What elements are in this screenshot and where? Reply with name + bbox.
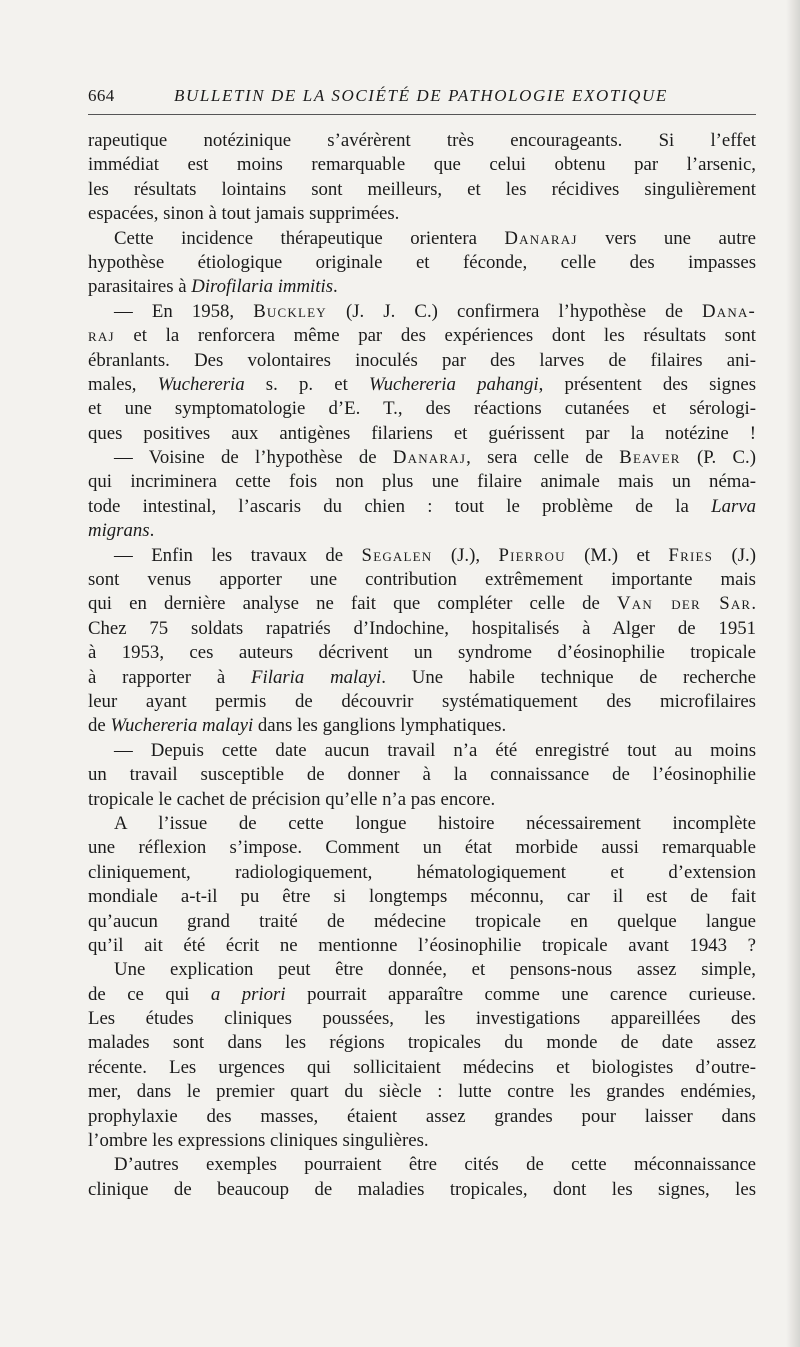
- text-line: et une symptomatologie d’E. T., des réactions cutanées et sérologi-: [88, 398, 756, 420]
- text-line: un travail susceptible de donner à la connaissance de l’éosinophilie: [88, 764, 756, 786]
- text-line: cliniquement, radiologiquement, hématologiquement et d’extension: [88, 861, 756, 883]
- text-line: sont venus apporter une contribution extrêmement importante mais: [88, 569, 756, 591]
- text-line: ébranlants. Des volontaires inoculés par des larves de filaires ani-: [88, 349, 756, 371]
- text-line: qu’il ait été écrit ne mentionne l’éosinophilie tropicale avant 1943 ?: [88, 934, 756, 956]
- text-line: tropicale le cachet de précision qu’elle n’a pas encore.: [88, 788, 496, 810]
- text-line: migrans.: [88, 520, 155, 542]
- text-line: qui en dernière analyse ne fait que compléter celle de Van der Sar.: [88, 593, 756, 615]
- text-line: de Wuchereria malayi dans les ganglions lymphatiques.: [88, 715, 507, 737]
- text-line: Les études cliniques poussées, les investigations appareillées des: [88, 1008, 756, 1030]
- text-line: hypothèse étiologique originale et féconde, celle des impasses: [88, 251, 756, 273]
- text-line: de ce qui a priori pourrait apparaître comme une carence curieuse.: [88, 983, 756, 1005]
- text-line: rapeutique notézinique s’avérèrent très encourageants. Si l’effet: [88, 130, 756, 151]
- running-header: [88, 82, 758, 110]
- text-line: — Enfin les travaux de Segalen (J.), Pierrou (M.) et Fries (J.): [114, 544, 756, 566]
- page-edge-shadow: [786, 0, 800, 1347]
- page-number: 664: [88, 86, 115, 105]
- text-line: A l’issue de cette longue histoire nécessairement incomplète: [114, 812, 756, 834]
- text-line: — Voisine de l’hypothèse de Danaraj, sera celle de Beaver (P. C.): [114, 447, 756, 469]
- text-line: à rapporter à Filaria malayi. Une habile technique de recherche: [88, 666, 756, 688]
- text-line: D’autres exemples pourraient être cités de cette méconnaissance: [114, 1154, 756, 1176]
- text-line: une réflexion s’impose. Comment un état morbide aussi remarquable: [88, 837, 756, 859]
- text-line: Une explication peut être donnée, et pensons-nous assez simple,: [114, 959, 756, 981]
- text-line: immédiat est moins remarquable que celui obtenu par l’arsenic,: [88, 154, 756, 176]
- text-line: raj et la renforcera même par des expériences dont les résultats sont: [88, 325, 756, 347]
- running-title: BULLETIN DE LA SOCIÉTÉ DE PATHOLOGIE EXOTIQUE: [174, 86, 668, 105]
- text-line: l’ombre les expressions cliniques singulières.: [88, 1130, 429, 1152]
- text-line: mer, dans le premier quart du siècle : lutte contre les grandes endémies,: [88, 1081, 756, 1103]
- text-line: — Depuis cette date aucun travail n’a été enregistré tout au moins: [114, 739, 756, 761]
- text-line: à 1953, ces auteurs décrivent un syndrome d’éosinophilie tropicale: [88, 642, 756, 664]
- text-line: ques positives aux antigènes filariens et guérissent par la notézine !: [88, 422, 756, 444]
- text-line: — En 1958, Buckley (J. J. C.) confirmera l’hypothèse de Dana-: [114, 300, 756, 322]
- text-line: prophylaxie des masses, étaient assez grandes pour laisser dans: [88, 1105, 756, 1127]
- text-line: les résultats lointains sont meilleurs, et les récidives singulièrement: [88, 178, 756, 200]
- article-body: [88, 129, 756, 1202]
- text-line: leur ayant permis de découvrir systématiquement des microfilaires: [88, 690, 756, 712]
- text-line: espacées, sinon à tout jamais supprimées.: [88, 203, 400, 225]
- text-line: qu’aucun grand traité de médecine tropicale en quelque langue: [88, 910, 756, 932]
- text-line: récente. Les urgences qui sollicitaient médecins et biologistes d’outre-: [88, 1056, 756, 1078]
- text-line: parasitaires à Dirofilaria immitis.: [88, 276, 338, 298]
- text-line: Cette incidence thérapeutique orientera Danaraj vers une autre: [114, 227, 756, 249]
- text-line: tode intestinal, l’ascaris du chien : tout le problème de la Larva: [88, 495, 756, 517]
- text-line: mondiale a-t-il pu être si longtemps méconnu, car il est de fait: [88, 886, 756, 908]
- text-line: males, Wuchereria s. p. et Wuchereria pahangi, présentent des signes: [88, 373, 756, 395]
- header-rule: [88, 114, 756, 115]
- text-line: malades sont dans les régions tropicales du monde de date assez: [88, 1032, 756, 1054]
- text-line: qui incriminera cette fois non plus une filaire animale mais un néma-: [88, 471, 756, 493]
- text-line: Chez 75 soldats rapatriés d’Indochine, hospitalisés à Alger de 1951: [88, 617, 756, 639]
- text-line: clinique de beaucoup de maladies tropicales, dont les signes, les: [88, 1178, 756, 1200]
